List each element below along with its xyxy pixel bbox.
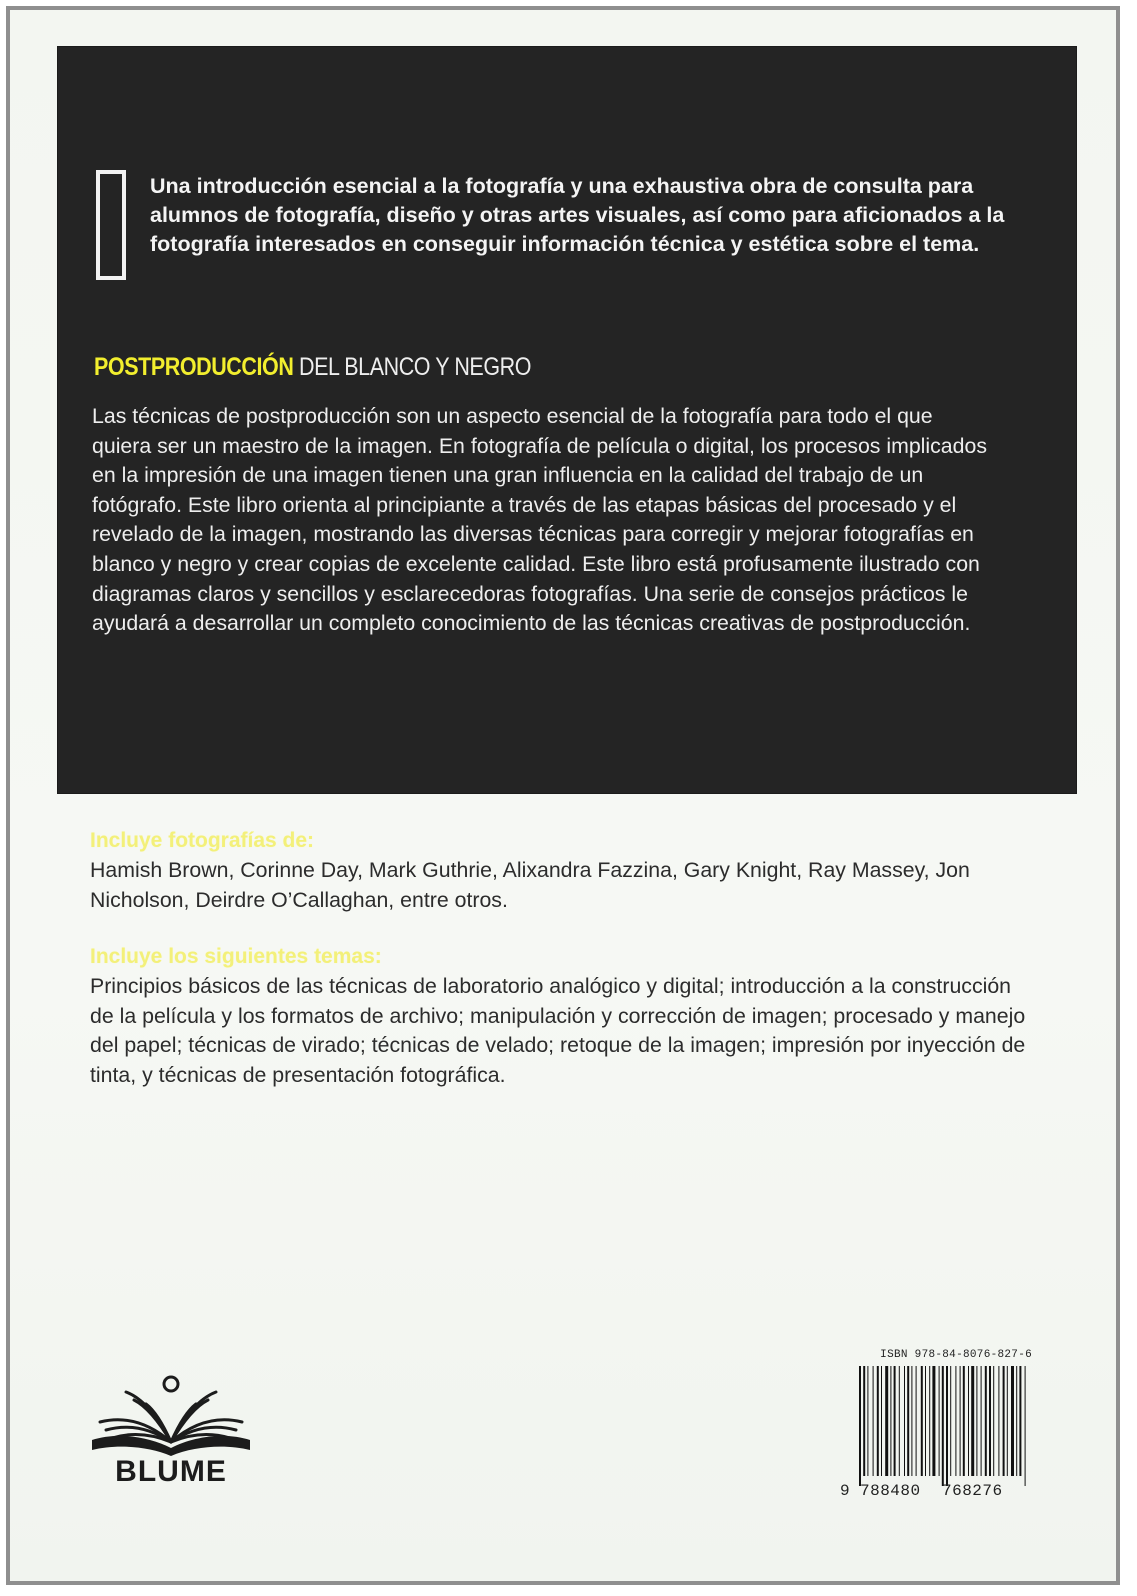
barcode-bar xyxy=(942,1366,944,1486)
section-title-highlight: POSTPRODUCCIÓN xyxy=(94,353,294,381)
photos-label: Incluye fotografías de: xyxy=(90,829,315,852)
barcode-bar xyxy=(929,1366,930,1476)
barcode xyxy=(857,1366,1032,1486)
barcode-bar xyxy=(877,1366,879,1476)
barcode-bar xyxy=(955,1366,956,1476)
barcode-bar xyxy=(932,1366,935,1476)
barcode-bar xyxy=(881,1366,882,1476)
topics-label: Incluye los siguientes temas: xyxy=(90,945,382,968)
barcode-bar xyxy=(998,1366,999,1476)
barcode-bar xyxy=(946,1366,948,1486)
barcode-bar xyxy=(904,1366,905,1476)
barcode-bar xyxy=(921,1366,923,1476)
barcode-bar xyxy=(985,1366,987,1476)
ean-digits xyxy=(840,1482,1032,1500)
section-title xyxy=(94,352,531,382)
decorative-bracket xyxy=(96,170,126,280)
barcode-bar xyxy=(899,1366,900,1476)
barcode-bar xyxy=(993,1366,994,1476)
section-title-rest: DEL BLANCO Y NEGRO xyxy=(298,353,532,381)
barcode-bar xyxy=(890,1366,891,1476)
barcode-bar xyxy=(989,1366,991,1476)
barcode-bar xyxy=(863,1366,865,1476)
barcode-bar xyxy=(1019,1366,1021,1476)
barcode-bar xyxy=(911,1366,912,1476)
barcode-bar xyxy=(1003,1366,1005,1476)
barcode-bar xyxy=(963,1366,965,1476)
barcode-bar xyxy=(1016,1366,1017,1476)
barcode-bar xyxy=(939,1366,940,1476)
ean-first-digit: 9 xyxy=(840,1482,851,1500)
publisher-name: BLUME xyxy=(115,1455,227,1488)
barcode-bar xyxy=(894,1366,896,1476)
barcode-bar xyxy=(859,1366,861,1486)
barcode-bar xyxy=(950,1366,951,1476)
barcode-bar xyxy=(885,1366,888,1476)
barcode-bar xyxy=(1007,1366,1008,1476)
barcode-bar xyxy=(976,1366,977,1476)
barcode-bar xyxy=(907,1366,909,1476)
barcode-bar xyxy=(968,1366,969,1476)
ean-left-group: 788480 xyxy=(860,1482,921,1500)
barcode-bar xyxy=(1025,1366,1026,1486)
barcode-bar xyxy=(1011,1366,1014,1476)
barcode-bar xyxy=(916,1366,917,1476)
barcode-bar xyxy=(981,1366,982,1476)
barcode-bar xyxy=(960,1366,961,1476)
ean-right-group: 768276 xyxy=(942,1482,1003,1500)
barcode-bar xyxy=(925,1366,926,1476)
isbn-label: ISBN 978-84-8076-827-6 xyxy=(880,1349,1032,1361)
photos-list: Hamish Brown, Corinne Day, Mark Guthrie, Alixandra Fazzina, Gary Knight, Ray Massey, Jon Nicholson, Deirdre O’Callaghan, entre otros. xyxy=(90,858,970,912)
intro-text: Una introducción esencial a la fotografía y una exhaustiva obra de consulta para alumnos de fotografía, diseño y otras artes visuales, así como para aficionados a la fotografía interesados en conseguir información técnica y estética sobre el tema. xyxy=(150,174,1005,256)
section-body: Las técnicas de postproducción son un aspecto esencial de la fotografía para todo el que quiera ser un maestro de la imagen. En fotografía de película o digital, los procesos implicados en la impresión de una imagen tienen una gran influencia en la calidad del trabajo de un fotógrafo. Este libro orienta al principiante a través de las etapas básicas del procesado y el revelado de la imagen, mostrando las diversas técnicas para corregir y mejorar fotografías en blanco y negro y crear copias de excelente calidad. Este libro está profusamente ilustrado con diagramas claros y sencillos y esclarecedoras fotografías. Una serie de consejos prácticos le ayudará a desarrollar un completo conocimiento de las técnicas creativas de postproducción. xyxy=(92,404,987,636)
barcode-bar xyxy=(867,1366,868,1476)
topics-list: Principios básicos de las técnicas de laboratorio analógico y digital; introducción a la construcción de la película y los formatos de archivo; manipulación y corrección de imagen; procesado y manejo del papel; técnicas de virado; técnicas de velado; retoque de la imagen; impresión por inyección de tinta, y técnicas de presentación fotográfica. xyxy=(90,974,1026,1087)
barcode-bar xyxy=(873,1366,874,1476)
barcode-bar xyxy=(971,1366,974,1476)
